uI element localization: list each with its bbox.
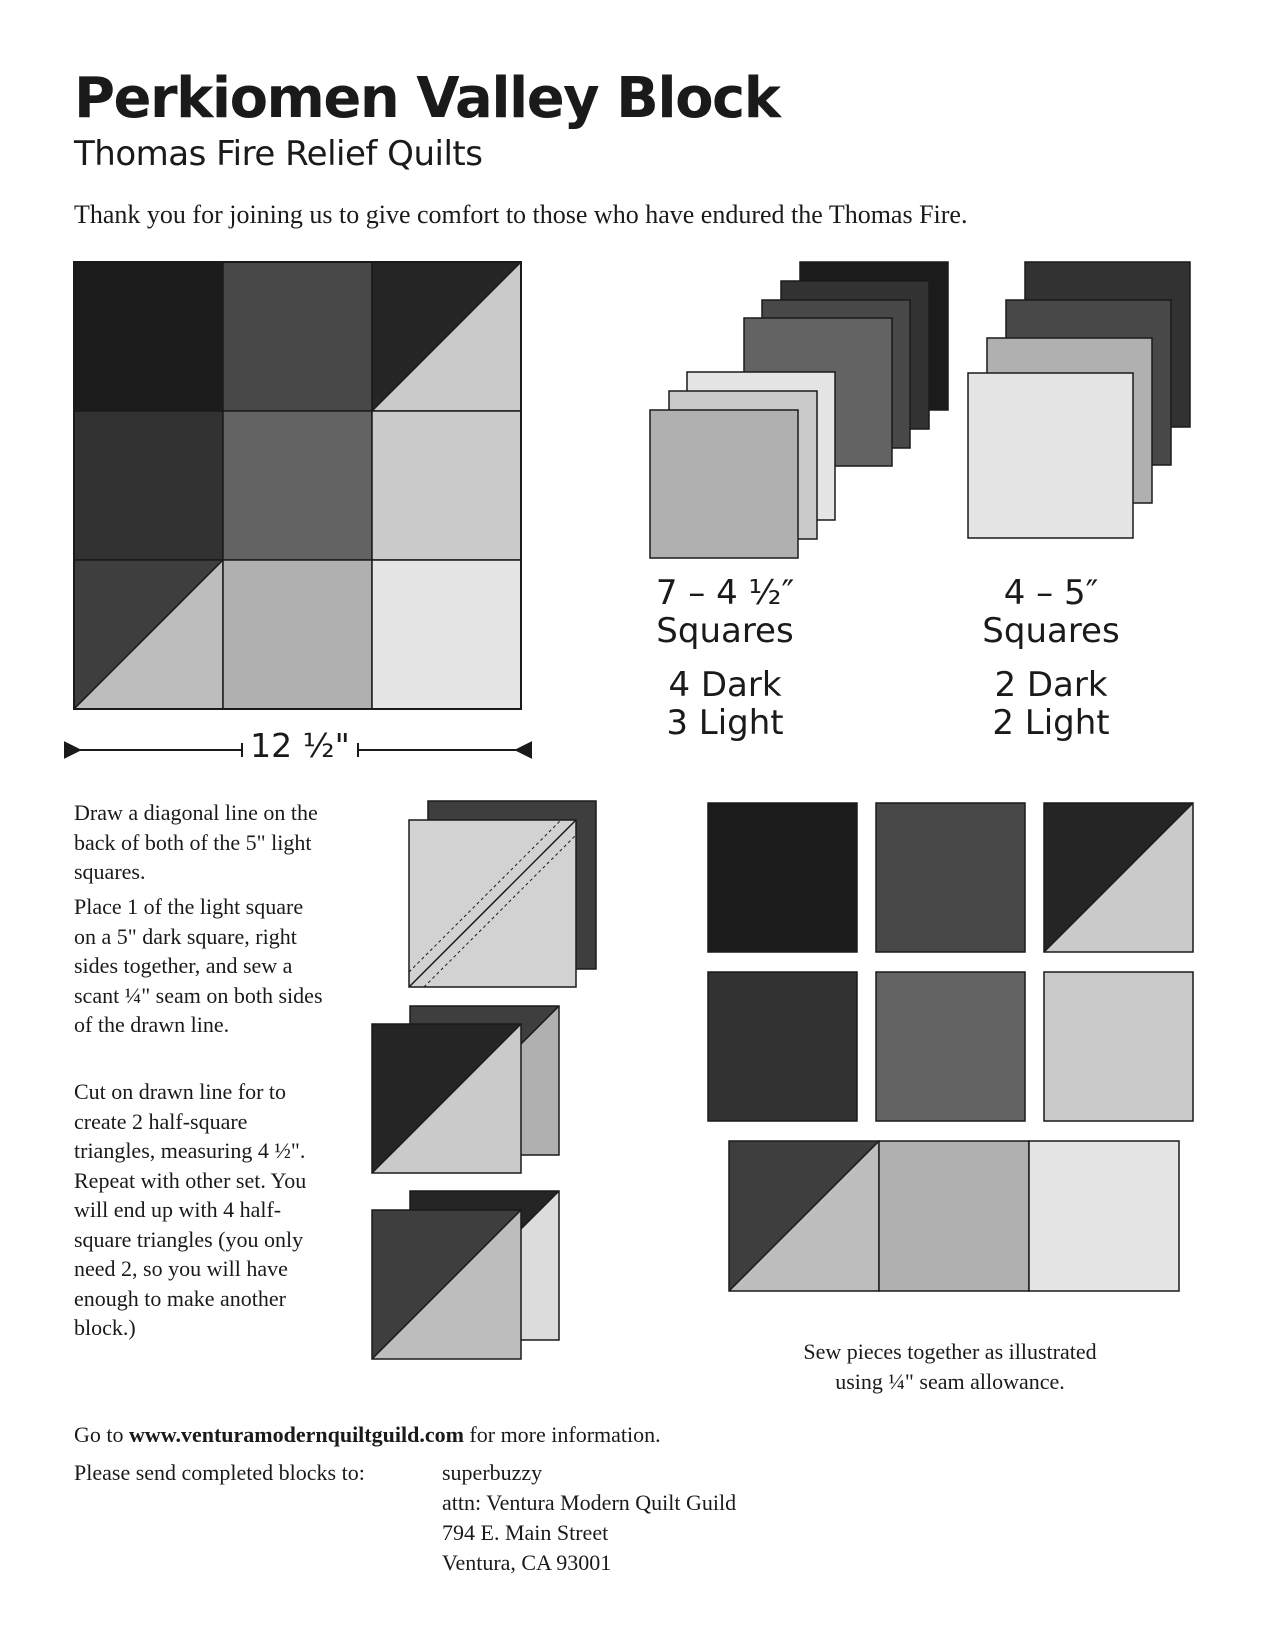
large-squares-stack — [968, 262, 1190, 538]
small-squares-stack — [650, 262, 948, 558]
block-square — [372, 560, 521, 709]
assembly-note-line-1: Sew pieces together as illustrated — [803, 1339, 1097, 1364]
small-squares-count: 7 – 4 ½″ — [655, 573, 795, 613]
block-square — [74, 411, 223, 560]
block-half-square-triangle — [372, 262, 521, 411]
small-squares-light: 3 Light — [666, 703, 784, 743]
assembly-half-square-triangle — [729, 1141, 879, 1291]
address-line-2: attn: Ventura Modern Quilt Guild — [442, 1490, 737, 1515]
website-link[interactable]: www.venturamodernquiltguild.com — [129, 1422, 464, 1447]
large-squares-light: 2 Light — [992, 703, 1110, 743]
assembly-square — [876, 972, 1025, 1121]
block-square — [74, 262, 223, 411]
block-square — [223, 560, 372, 709]
block-square — [223, 262, 372, 411]
large-square — [968, 373, 1133, 538]
assembly-square — [708, 803, 857, 952]
send-label: Please send completed blocks to: — [74, 1460, 365, 1485]
assembly-square — [879, 1141, 1029, 1291]
small-squares-word: Squares — [656, 611, 794, 651]
assembly-row-3 — [729, 1141, 1179, 1291]
dimension-label: 12 ½" — [250, 726, 350, 765]
intro-text: Thank you for joining us to give comfort to those who have endured the Thomas Fire. — [74, 200, 968, 229]
large-squares-label — [966, 574, 1136, 742]
address-line-3: 794 E. Main Street — [442, 1520, 609, 1545]
step-3-illustration — [372, 1191, 559, 1359]
block-square — [372, 411, 521, 560]
assembly-half-square-triangle — [1044, 803, 1193, 952]
address-line-4: Ventura, CA 93001 — [442, 1550, 612, 1575]
assembly-row-1 — [708, 803, 1193, 952]
front-half-square-triangle — [372, 1024, 521, 1173]
page-subtitle: Thomas Fire Relief Quilts — [74, 134, 483, 174]
instruction-step-1: Draw a diagonal line on the back of both of the 5" light squares. — [74, 800, 318, 884]
assembly-note — [750, 1337, 1150, 1397]
info-suffix: for more information. — [463, 1422, 661, 1447]
info-prefix: Go to — [74, 1422, 129, 1447]
block-diagram — [74, 262, 521, 709]
front-half-square-triangle — [372, 1210, 521, 1359]
assembly-square — [708, 972, 857, 1121]
info-line — [74, 1420, 661, 1450]
page-title: Perkiomen Valley Block — [74, 66, 780, 131]
assembly-diagram — [708, 803, 1193, 1291]
assembly-row-2 — [708, 972, 1193, 1121]
assembly-square — [876, 803, 1025, 952]
small-squares-dark: 4 Dark — [668, 665, 782, 705]
small-squares-label — [640, 574, 810, 742]
step-1-illustration — [409, 801, 596, 987]
instruction-step-2: Place 1 of the light square on a 5" dark square, right sides together, and sew a scant ¼" seam on both sides of the drawn line. — [74, 894, 323, 1037]
mailing-address — [442, 1458, 736, 1578]
step-2-illustration — [372, 1006, 559, 1173]
assembly-note-line-2: using ¼" seam allowance. — [835, 1369, 1065, 1394]
assembly-square — [1044, 972, 1193, 1121]
instruction-step-3: Cut on drawn line for to create 2 half-square triangles, measuring 4 ½". Repeat with other set. You will end up with 4 half-square triangles (you only need 2, so you will have enough to make another block.) — [74, 1079, 307, 1340]
assembly-square — [1029, 1141, 1179, 1291]
half-square-triangle-steps — [372, 801, 596, 1359]
large-squares-word: Squares — [982, 611, 1120, 651]
address-line-1: superbuzzy — [442, 1460, 543, 1485]
large-squares-dark: 2 Dark — [994, 665, 1108, 705]
block-square — [223, 411, 372, 560]
large-squares-count: 4 – 5″ — [1003, 573, 1099, 613]
block-half-square-triangle — [74, 560, 223, 709]
small-square — [650, 410, 798, 558]
